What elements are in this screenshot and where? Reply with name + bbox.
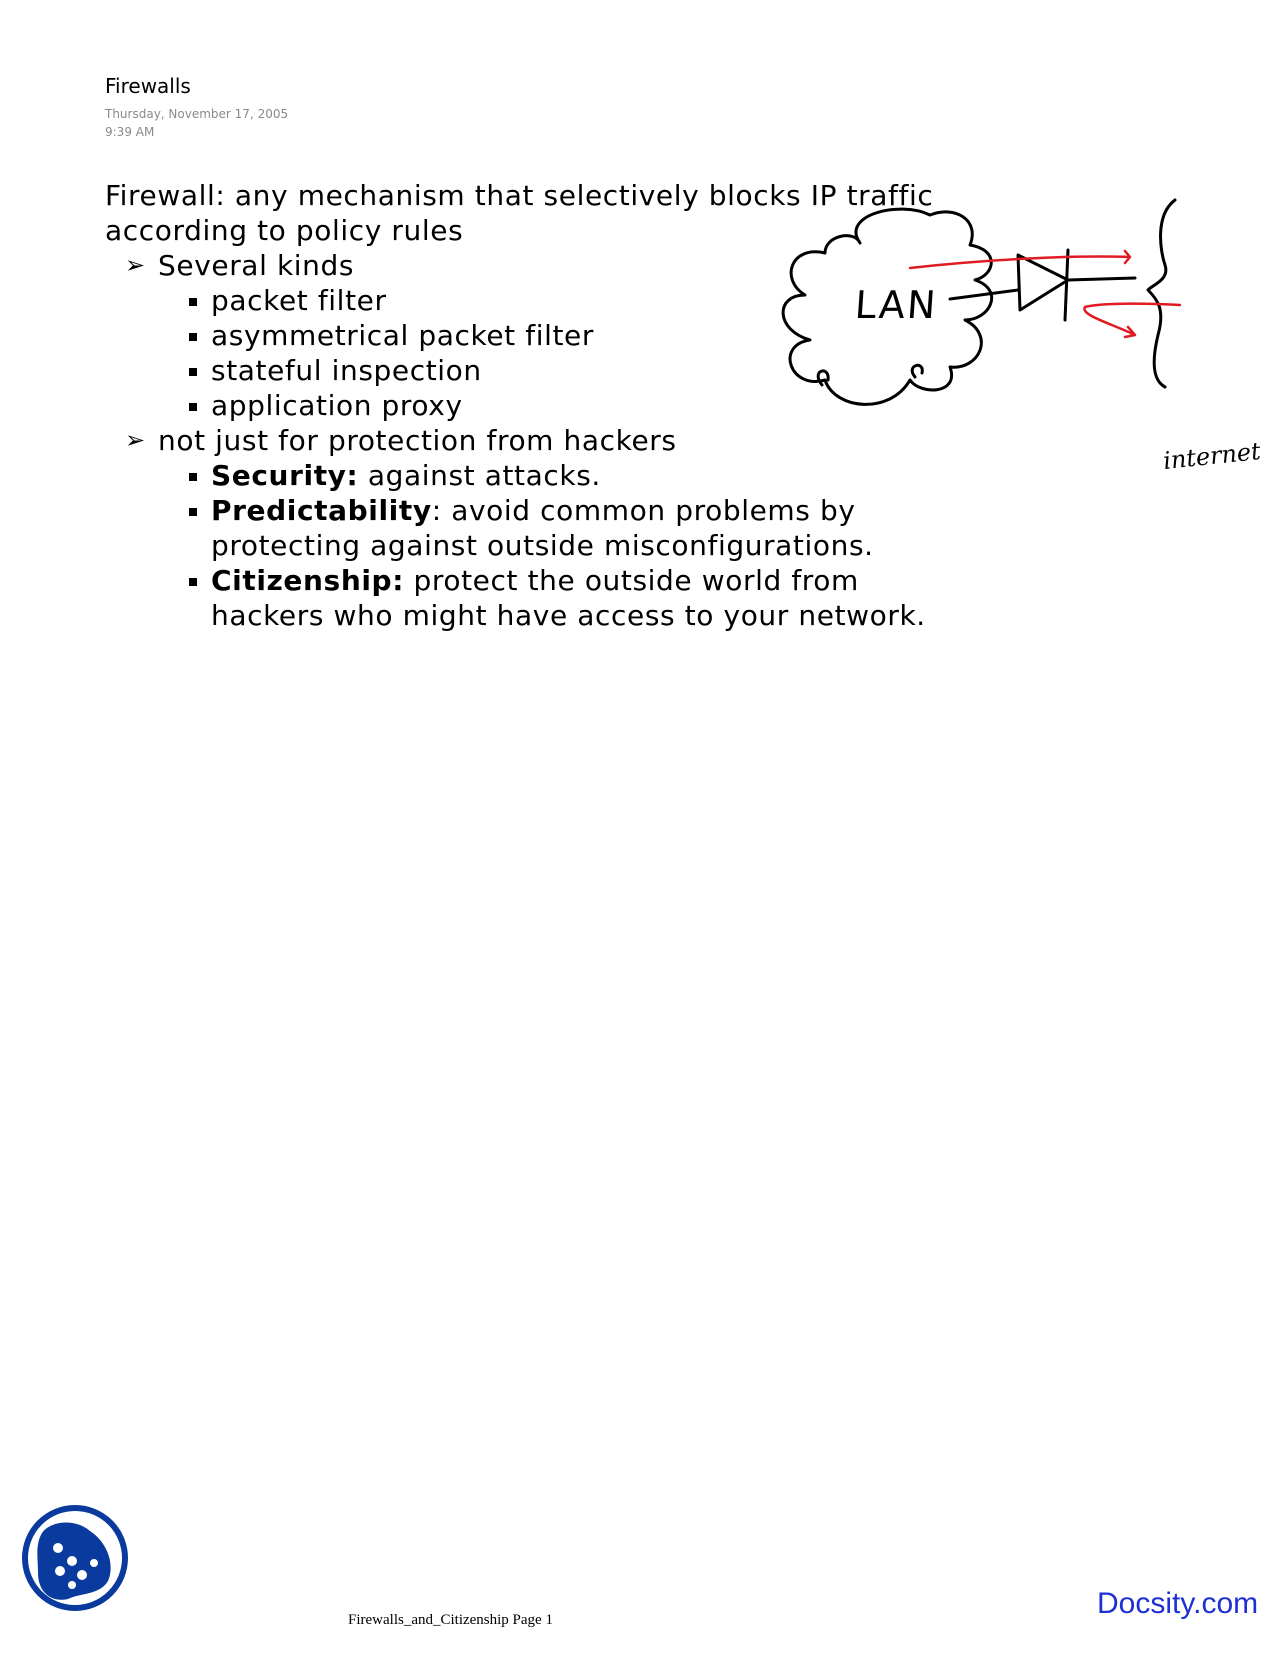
brand-link[interactable]: Docsity.com (1097, 1587, 1259, 1620)
return-arrow (1084, 304, 1180, 337)
list-item-text: packet filter (211, 284, 387, 317)
arrow-bullet-icon: ➢ (125, 251, 146, 279)
definition-citizenship: protect the outside world from (404, 564, 859, 597)
term-security: Security: (211, 459, 359, 492)
definition-security: against attacks. (358, 459, 601, 492)
arrow-bullet-icon: ➢ (125, 426, 146, 454)
list-item-citizenship (105, 563, 965, 633)
square-bullet-icon (189, 508, 197, 516)
firewall-diode-icon (1018, 255, 1068, 310)
list-item-text: application proxy (211, 389, 463, 422)
square-bullet-icon (189, 473, 197, 481)
square-bullet-icon (189, 368, 197, 376)
definition-predictability-cont: protecting against outside misconfigurations. (211, 529, 874, 562)
term-citizenship: Citizenship: (211, 564, 404, 597)
section-heading-text: Several kinds (158, 249, 355, 282)
page-title: Firewalls (105, 74, 191, 98)
section-heading-text: not just for protection from hackers (158, 424, 677, 457)
intro-line-1: Firewall: any mechanism that selectively blocks IP traffic (105, 179, 934, 212)
list-item-predictability (105, 493, 965, 563)
square-bullet-icon (189, 578, 197, 586)
definition-citizenship-cont: hackers who might have access to your network. (211, 599, 926, 632)
page-date: Thursday, November 17, 2005 (105, 107, 289, 121)
square-bullet-icon (189, 403, 197, 411)
page-footer-label: Firewalls_and_Citizenship Page 1 (348, 1612, 553, 1628)
network-diagram (780, 195, 1260, 485)
docsity-logo-icon (20, 1503, 130, 1613)
definition-predictability: : avoid common problems by (431, 494, 856, 527)
page-time: 9:39 AM (105, 125, 155, 139)
list-item-text: stateful inspection (211, 354, 482, 387)
intro-line-2: according to policy rules (105, 214, 464, 247)
connector-line (950, 290, 1018, 299)
outbound-arrow (910, 251, 1130, 268)
internet-label: internet (1161, 436, 1262, 476)
internet-brace (1148, 200, 1175, 387)
square-bullet-icon (189, 333, 197, 341)
lan-label: LAN (853, 283, 940, 327)
term-predictability: Predictability (211, 494, 432, 527)
list-item-text: asymmetrical packet filter (211, 319, 594, 352)
square-bullet-icon (189, 298, 197, 306)
